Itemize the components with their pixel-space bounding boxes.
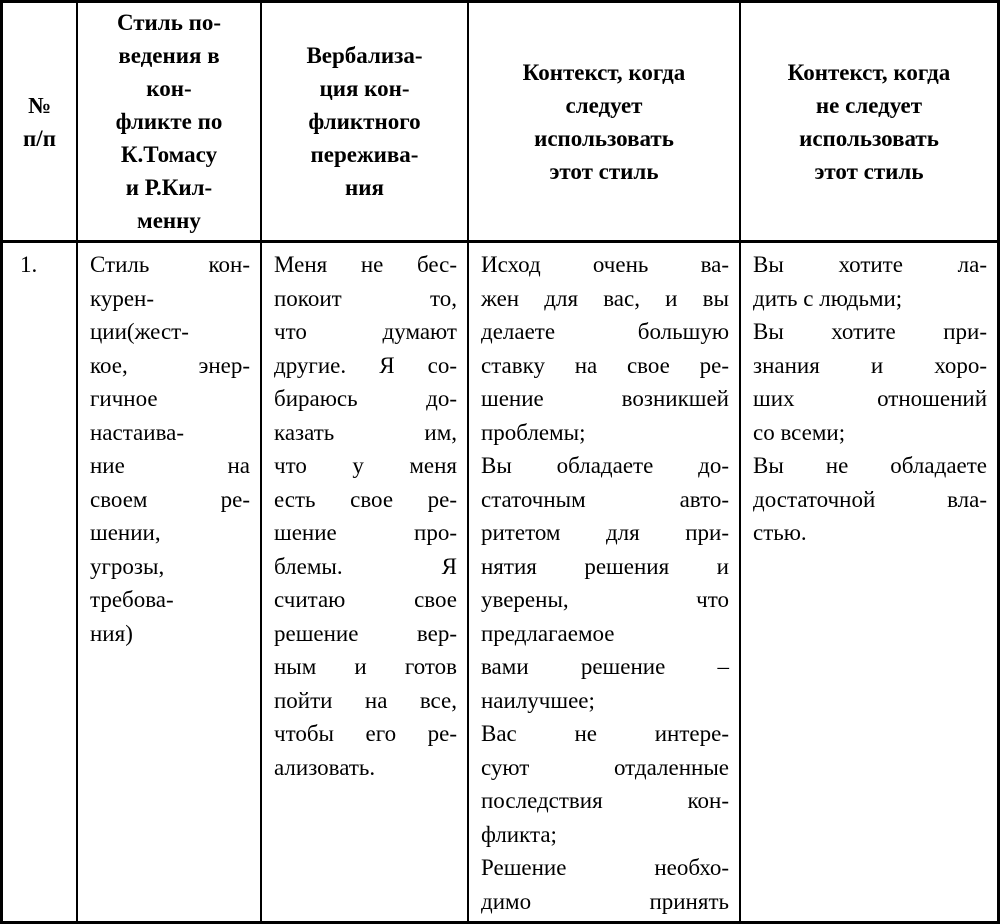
text-line: Вы хотите при-	[753, 319, 987, 344]
column-header-context-not-use	[741, 3, 997, 243]
text-line: Вы не обладаете	[753, 453, 987, 478]
text-line: суют отдаленные	[481, 754, 729, 780]
text-line: шение про-	[274, 520, 457, 545]
text-line: чтобы его ре-	[274, 721, 457, 746]
text-line: вами решение –	[481, 654, 729, 679]
column-header-style	[78, 3, 262, 243]
text-line: что у меня	[274, 453, 457, 478]
text-line: последствия кон-	[481, 788, 729, 813]
text-line: ние на	[90, 453, 250, 478]
text-line: бираюсь до-	[274, 386, 457, 411]
text-line: казать им,	[274, 419, 457, 445]
row-number: 1.	[20, 252, 38, 277]
text-line: статочным авто-	[481, 486, 729, 512]
text-line: Вас не интере-	[481, 721, 729, 746]
text-line: со всеми;	[753, 419, 846, 445]
column-header-style-label: Стиль по- ведения в кон- фликте по К.Томасу и Р.Кил- менну	[115, 10, 223, 233]
text-line: кое, энер-	[90, 352, 250, 378]
text-line: жен для вас, и вы	[481, 285, 729, 311]
column-header-num-label: № п/п	[23, 92, 56, 151]
text-line: фликта;	[481, 821, 557, 847]
text-line: ритетом для при-	[481, 520, 729, 545]
text-line: стью.	[753, 520, 807, 545]
text-line: есть свое ре-	[274, 486, 457, 512]
text-line: блемы. Я	[274, 553, 457, 579]
text-line: ставку на свое ре-	[481, 352, 729, 378]
text-line: ции(жест-	[90, 319, 189, 344]
text-line: другие. Я со-	[274, 352, 457, 378]
text-line: ших отношений	[753, 386, 987, 411]
text-line: проблемы;	[481, 419, 586, 445]
text-line: Исход очень ва-	[481, 252, 729, 277]
column-header-context-not-use-label: Контекст, когда не следует использовать этот стиль	[787, 59, 951, 184]
text-line: уверены, что	[481, 587, 729, 612]
context-not-use-cell	[741, 243, 997, 921]
style-cell	[78, 243, 262, 921]
text-line: знания и хоро-	[753, 352, 987, 378]
text-line: шении,	[90, 520, 161, 545]
text-line: Вы хотите ла-	[753, 252, 987, 277]
text-line: требова-	[90, 587, 174, 612]
text-line: димо принять	[481, 888, 729, 914]
text-line: шение возникшей	[481, 386, 729, 411]
text-line: считаю свое	[274, 587, 457, 612]
context-use-cell	[469, 243, 741, 921]
column-header-verbalization-label: Вербализа- ция кон- фликтного пережива- ния	[306, 43, 423, 200]
text-line: нятия решения и	[481, 553, 729, 579]
text-line: Вы обладаете до-	[481, 453, 729, 478]
text-line: гичное	[90, 386, 158, 411]
text-line: предлагаемое	[481, 620, 615, 646]
verbalization-cell	[262, 243, 469, 921]
text-line: пойти на все,	[274, 687, 457, 713]
row-number-cell	[3, 243, 78, 921]
text-line: ным и готов	[274, 654, 457, 679]
text-line: покоит то,	[274, 285, 457, 311]
column-header-context-use	[469, 3, 741, 243]
text-line: ния)	[90, 620, 133, 646]
text-line: ализовать.	[274, 754, 376, 780]
text-line: настаива-	[90, 419, 184, 445]
column-header-context-use-label: Контекст, когда следует использовать этот стиль	[522, 59, 686, 184]
text-line: делаете большую	[481, 319, 729, 344]
text-line: решение вер-	[274, 620, 457, 646]
column-header-num	[3, 3, 78, 243]
text-line: достаточной вла-	[753, 486, 987, 512]
text-line: Меня не бес-	[274, 252, 457, 277]
text-line: что думают	[274, 319, 457, 344]
text-line: курен-	[90, 285, 155, 311]
text-line: наилучшее;	[481, 687, 595, 713]
text-line: Решение необхо-	[481, 855, 729, 880]
text-line: своем ре-	[90, 486, 250, 512]
column-header-verbalization	[262, 3, 469, 243]
text-line: Стиль кон-	[90, 252, 250, 277]
text-line: дить с людьми;	[753, 285, 903, 311]
text-line: угрозы,	[90, 553, 165, 579]
